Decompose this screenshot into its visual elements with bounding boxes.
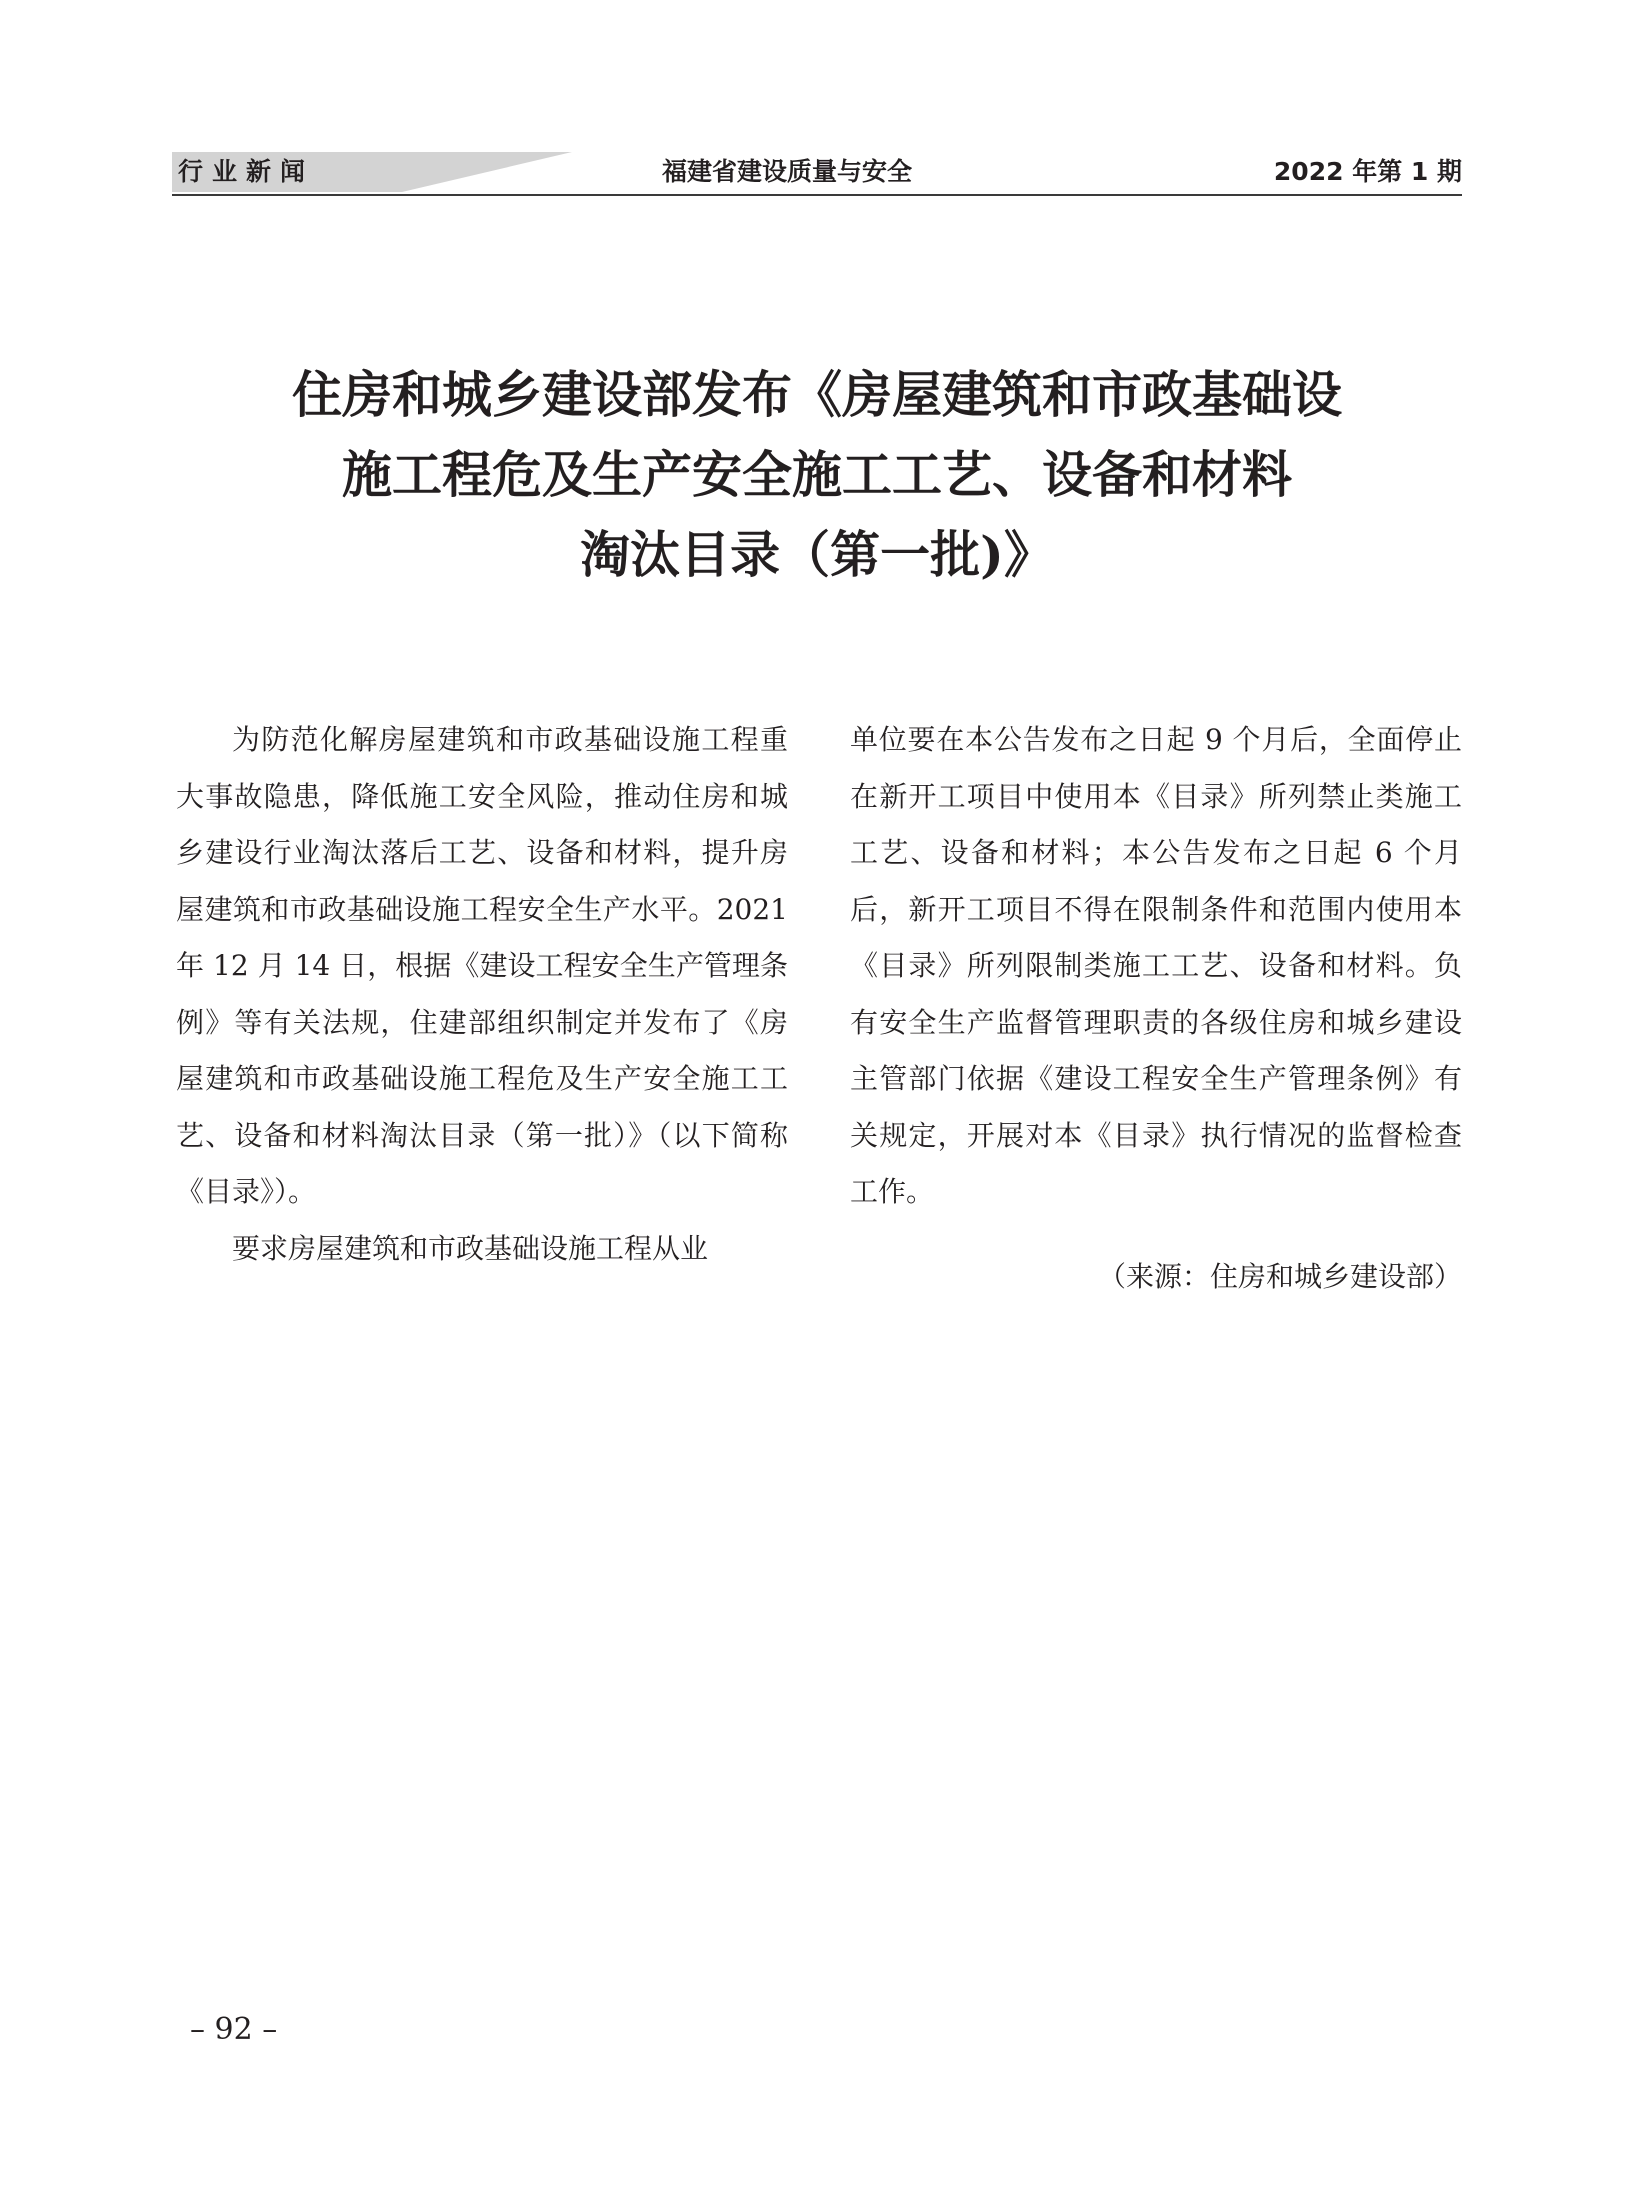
section-label: 行业新闻 (178, 157, 315, 186)
body-column-right (850, 712, 1462, 1305)
issue-label: 2022 年第 1 期 (1273, 157, 1462, 186)
body-column-left (176, 712, 788, 1277)
header-rule (172, 194, 1462, 196)
title-line-1: 住房和城乡建设部发布《房屋建筑和市政基础设 (292, 365, 1342, 424)
running-header (172, 148, 1462, 196)
body-paragraph-2-continued: 单位要在本公告发布之日起 9 个月后，全面停止在新开工项目中使用本《目录》所列禁止类施工工艺、设备和材料；本公告发布之日起 6 个月后，新开工项目不得在限制条件和范围内使用本《目录》所列限制类施工工艺、设备和材料。负有安全生产监督管理职责的各级住房和城乡建设主管部门依据《建设工程安全生产管理条例》有关规定，开展对本《目录》执行情况的监督检查工作。 (850, 723, 1462, 1208)
body-paragraph-1: 为防范化解房屋建筑和市政基础设施工程重大事故隐患，降低施工安全风险，推动住房和城乡建设行业淘汰落后工艺、设备和材料，提升房屋建筑和市政基础设施工程安全生产水平。2021 年 12 月 14 日，根据《建设工程安全生产管理条例》等有关法规，住建部组织制定并发布了《房屋建筑和市政基础设施工程危及生产安全施工工艺、设备和材料淘汰目录（第一批）》（以下简称《目录》）。 (176, 723, 788, 1208)
title-line-3: 淘汰目录（第一批)》 (580, 525, 1054, 584)
section-tab-slope (402, 152, 572, 192)
source-credit: （来源：住房和城乡建设部） (1097, 1259, 1462, 1293)
journal-title: 福建省建设质量与安全 (662, 157, 913, 186)
title-line-2: 施工程危及生产安全施工工艺、设备和材料 (342, 445, 1292, 504)
article-title (160, 355, 1474, 595)
page-number: – 92 – (190, 2012, 278, 2047)
body-paragraph-2: 要求房屋建筑和市政基础设施工程从业 (232, 1231, 709, 1265)
